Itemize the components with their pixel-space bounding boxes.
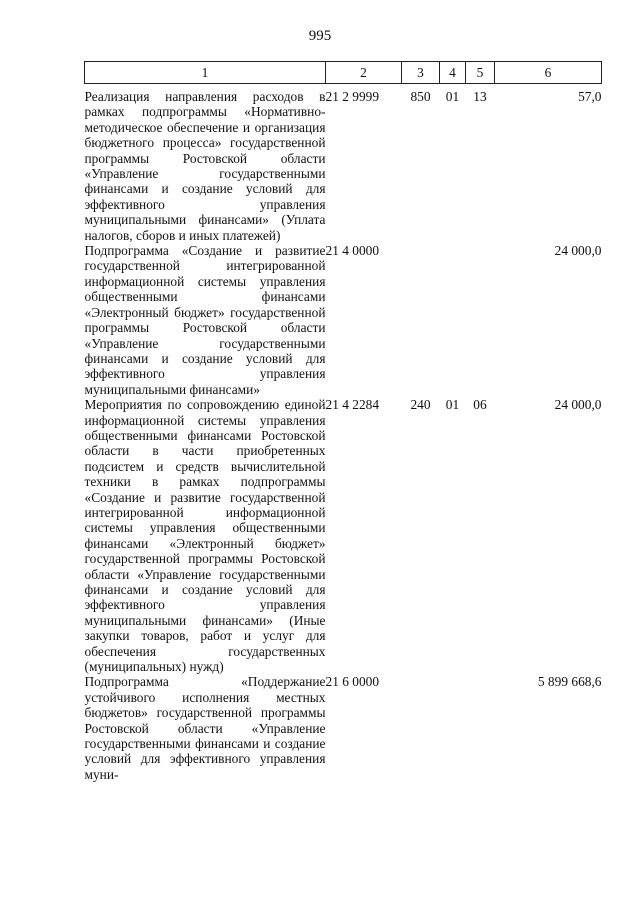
row-expense-type [402, 243, 440, 397]
row-section [440, 674, 466, 782]
page-number: 995 [308, 28, 332, 44]
column-header: 3 [402, 62, 440, 84]
row-subsection [466, 674, 495, 782]
table-row [85, 243, 602, 397]
row-target-code: 21 2 9999 [325, 89, 380, 104]
column-header: 6 [495, 62, 602, 84]
row-description: Подпрограмма «Поддержание устойчивого исполнения местных бюджетов» государственной программы Ростовской области «Управление государственными финансами и создание условий для эффективного управления муни- [84, 674, 326, 782]
table-header-row [85, 62, 602, 84]
row-amount: 24 000,0 [554, 243, 602, 259]
row-subsection: 13 [473, 89, 487, 104]
row-amount: 5 899 668,6 [537, 674, 602, 690]
row-description: Реализация направления расходов в рамках подпрограммы «Нормативно-методическое обеспечение и организация бюджетного процесса» государственной программы Ростовской области «Управление государственными финансами и создание условий для эффективного управления муниципальными финансами» (Уплата налогов, сборов и иных платежей) [84, 89, 326, 243]
table-row [85, 674, 602, 782]
column-header: 4 [440, 62, 466, 84]
row-section: 01 [445, 89, 460, 104]
column-header: 5 [466, 62, 495, 84]
table-row [85, 397, 602, 674]
row-section: 01 [445, 397, 460, 413]
row-expense-type: 850 [410, 89, 431, 104]
budget-table [84, 61, 602, 782]
row-subsection: 06 [473, 397, 487, 413]
row-expense-type [402, 674, 440, 782]
column-header: 2 [326, 62, 402, 84]
row-target-code: 21 6 0000 [325, 674, 380, 690]
row-amount: 57,0 [578, 89, 602, 104]
row-subsection [466, 243, 495, 397]
row-target-code: 21 4 2284 [325, 397, 380, 413]
row-expense-type: 240 [410, 397, 431, 413]
row-description: Мероприятия по сопровождению единой информационной системы управления общественными финансами Ростовской области в части приобретенных подсистем и средств вычислительной техники в рамках подпрограммы «Создание и развитие государственной интегрированной информационной системы управления общественными финансами «Электронный бюджет» государственной программы Ростовской области «Управление государственными финансами и создание условий для эффективного управления муниципальными финансами» (Иные закупки товаров, работ и услуг для обеспечения государственных (муниципальных) нужд) [84, 397, 326, 675]
row-section [440, 243, 466, 397]
row-amount: 24 000,0 [554, 397, 602, 413]
row-description: Подпрограмма «Создание и развитие государственной интегрированной информационной системы управления общественными финансами «Электронный бюджет» государственной программы Ростовской области «Управление государственными финансами и создание условий для эффективного управления муниципальными финансами» [84, 243, 326, 397]
table-row [85, 84, 602, 244]
row-target-code: 21 4 0000 [325, 243, 380, 259]
column-header: 1 [85, 62, 326, 84]
